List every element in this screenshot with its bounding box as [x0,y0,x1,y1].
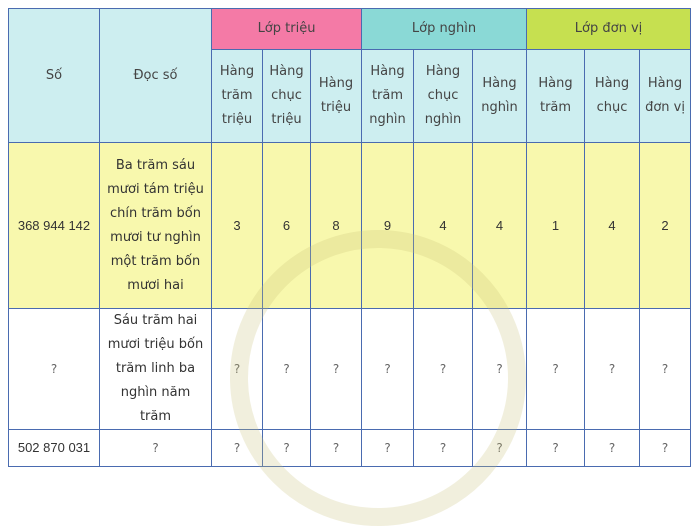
header-so: Số [9,9,100,143]
header-doc-so: Đọc số [100,9,212,143]
digit-cell: ? [414,309,473,430]
number-cell: 368 944 142 [9,143,100,309]
digit-cell: 4 [414,143,473,309]
digit-cell: ? [414,430,473,467]
reading-cell: ? [100,430,212,467]
digit-cell: ? [263,430,311,467]
header-row-classes [9,9,691,50]
header-hang-chuc-trieu: Hàng chục triệu [263,50,311,143]
digit-cell: ? [212,430,263,467]
header-hang-tram-trieu: Hàng trăm triệu [212,50,263,143]
header-hang-tram: Hàng trăm [527,50,585,143]
digit-cell: ? [585,430,640,467]
header-class-don-vi: Lớp đơn vị [527,9,691,50]
table-row [9,430,691,467]
header-hang-chuc: Hàng chục [585,50,640,143]
digit-cell: 6 [263,143,311,309]
header-class-nghin: Lớp nghìn [362,9,527,50]
digit-cell: ? [585,309,640,430]
reading-cell: Sáu trăm hai mươi triệu bốn trăm linh ba nghìn năm trăm [100,309,212,430]
digit-cell: ? [212,309,263,430]
place-value-table [8,8,691,467]
digit-cell: ? [473,430,527,467]
header-hang-trieu: Hàng triệu [311,50,362,143]
digit-cell: ? [311,309,362,430]
digit-cell: ? [362,309,414,430]
digit-cell: 8 [311,143,362,309]
table-row [9,309,691,430]
digit-cell: ? [263,309,311,430]
digit-cell: ? [311,430,362,467]
header-hang-nghin: Hàng nghìn [473,50,527,143]
header-class-trieu: Lớp triệu [212,9,362,50]
digit-cell: ? [527,430,585,467]
table-row [9,143,691,309]
digit-cell: ? [640,430,691,467]
header-hang-don-vi: Hàng đơn vị [640,50,691,143]
digit-cell: 2 [640,143,691,309]
digit-cell: 4 [473,143,527,309]
number-cell: ? [9,309,100,430]
number-cell: 502 870 031 [9,430,100,467]
digit-cell: ? [473,309,527,430]
reading-cell: Ba trăm sáu mươi tám triệu chín trăm bốn mươi tư nghìn một trăm bốn mươi hai [100,143,212,309]
digit-cell: ? [640,309,691,430]
digit-cell: 4 [585,143,640,309]
header-hang-chuc-nghin: Hàng chục nghìn [414,50,473,143]
place-value-table-container [8,8,691,467]
digit-cell: ? [527,309,585,430]
digit-cell: 1 [527,143,585,309]
header-hang-tram-nghin: Hàng trăm nghìn [362,50,414,143]
digit-cell: ? [362,430,414,467]
digit-cell: 3 [212,143,263,309]
digit-cell: 9 [362,143,414,309]
